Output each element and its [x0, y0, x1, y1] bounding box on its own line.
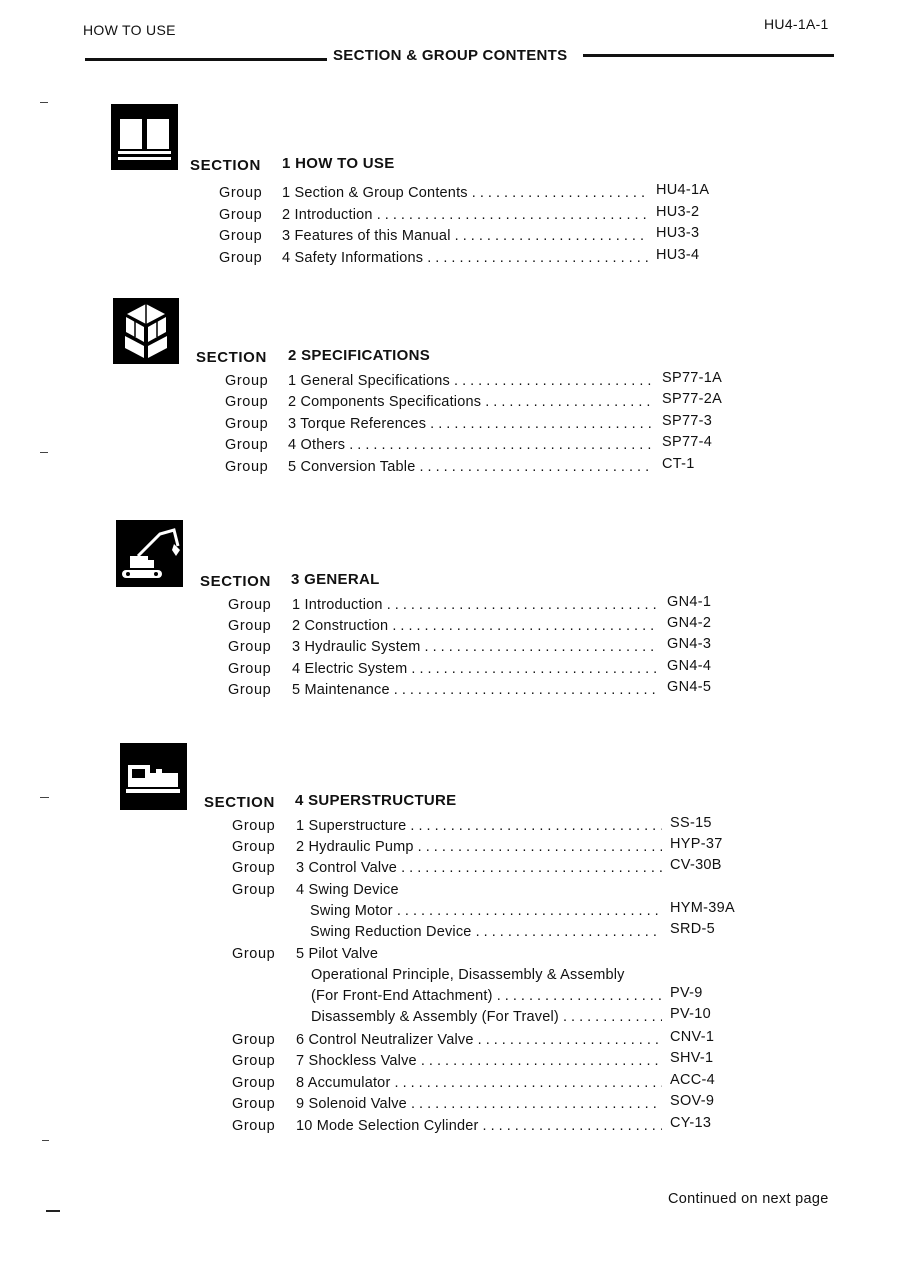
running-header-left: HOW TO USE: [83, 22, 176, 38]
excavator-icon: [116, 520, 183, 587]
contents-row: [232, 922, 760, 943]
page-reference: CY-13: [670, 1115, 712, 1131]
page-reference: ACC-4: [670, 1072, 716, 1088]
entry-title: Operational Principle, Disassembly & Assembly: [311, 967, 625, 983]
page-reference: SP77-4: [662, 434, 713, 450]
group-label: Group: [219, 185, 263, 201]
superstructure-icon: [120, 743, 187, 810]
stacked-cubes-icon: [113, 298, 179, 364]
continued-note: Continued on next page: [668, 1191, 829, 1207]
group-label: Group: [232, 1032, 276, 1048]
page-reference: GN4-1: [667, 594, 712, 610]
entry-title: Swing Reduction Device . . .: [310, 922, 662, 943]
margin-mark: [46, 1210, 60, 1212]
page-reference: CNV-1: [670, 1029, 715, 1045]
group-label: Group: [232, 946, 276, 962]
entry-title: 2 Components Specifications . . .: [288, 392, 654, 413]
entry-title: 3 Hydraulic System . . .: [292, 637, 659, 658]
page-reference: HU3-2: [656, 204, 700, 220]
entry-title: 4 Electric System . . .: [292, 659, 659, 680]
section-title: 2 SPECIFICATIONS: [288, 347, 431, 364]
group-label: Group: [225, 416, 269, 432]
entry-title: 3 Torque References . . .: [288, 414, 654, 435]
section-label: SECTION: [200, 573, 271, 590]
section-label: SECTION: [204, 794, 275, 811]
page-reference: CV-30B: [670, 857, 722, 873]
entry-title: 1 Introduction . . .: [292, 595, 659, 616]
page-reference: GN4-4: [667, 658, 712, 674]
group-label: Group: [228, 639, 272, 655]
page-reference: SP77-3: [662, 413, 713, 429]
contents-row: [225, 457, 752, 478]
page-reference: GN4-5: [667, 679, 712, 695]
page-reference: SS-15: [670, 815, 712, 831]
page-reference: SOV-9: [670, 1093, 715, 1109]
contents-row: [232, 1094, 760, 1115]
section-title: 1 HOW TO USE: [282, 155, 395, 172]
entry-title: 2 Construction . . .: [292, 616, 659, 637]
contents-row: [219, 226, 746, 247]
page-reference: PV-9: [670, 985, 703, 1001]
entry-title: (For Front-End Attachment) . . .: [311, 986, 662, 1007]
section-label: SECTION: [190, 157, 261, 174]
contents-row: [219, 183, 746, 204]
contents-row: [219, 248, 746, 269]
page-reference: SHV-1: [670, 1050, 714, 1066]
group-label: Group: [232, 839, 276, 855]
page-reference: SP77-2A: [662, 391, 723, 407]
contents-row: [228, 637, 757, 658]
contents-row: [232, 1116, 760, 1137]
contents-row: [225, 392, 752, 413]
book-icon: [111, 104, 178, 170]
entry-title: 3 Control Valve . . .: [296, 858, 662, 879]
entry-title: 5 Maintenance . . .: [292, 680, 659, 701]
margin-mark: [42, 1140, 49, 1141]
group-label: Group: [228, 682, 272, 698]
group-label: Group: [228, 597, 272, 613]
entry-title: 2 Hydraulic Pump . . .: [296, 837, 662, 858]
group-label: Group: [219, 207, 263, 223]
group-label: Group: [232, 860, 276, 876]
page-reference: HU3-3: [656, 225, 700, 241]
group-label: Group: [219, 228, 263, 244]
group-label: Group: [232, 1096, 276, 1112]
page-reference: HU4-1A: [656, 182, 710, 198]
contents-row: [228, 680, 757, 701]
entry-title: 7 Shockless Valve . . .: [296, 1051, 662, 1072]
page-reference: HYP-37: [670, 836, 723, 852]
entry-title: 6 Control Neutralizer Valve . . .: [296, 1030, 662, 1051]
entry-title: 4 Others . . .: [288, 435, 654, 456]
margin-mark: [40, 102, 48, 103]
group-label: Group: [219, 250, 263, 266]
entry-title: 10 Mode Selection Cylinder . . .: [296, 1116, 662, 1137]
page-reference: PV-10: [670, 1006, 711, 1022]
group-label: Group: [225, 459, 269, 475]
page-reference: GN4-3: [667, 636, 712, 652]
contents-row: [232, 858, 760, 879]
entry-title: 1 Superstructure . . .: [296, 816, 662, 837]
entry-title: 5 Conversion Table . . .: [288, 457, 654, 478]
page-reference: GN4-2: [667, 615, 712, 631]
entry-title: Swing Motor . . .: [310, 901, 662, 922]
page-reference: SRD-5: [670, 921, 716, 937]
entry-title: 1 Section & Group Contents . . .: [282, 183, 648, 204]
margin-mark: [40, 797, 49, 798]
group-label: Group: [232, 1118, 276, 1134]
contents-row: [232, 1007, 760, 1028]
group-label: Group: [228, 618, 272, 634]
group-label: Group: [228, 661, 272, 677]
contents-row: [225, 435, 752, 456]
entry-title: Disassembly & Assembly (For Travel) . . .: [311, 1007, 662, 1028]
group-label: Group: [232, 818, 276, 834]
entry-title: 5 Pilot Valve: [296, 946, 379, 962]
page-reference: HYM-39A: [670, 900, 735, 916]
entry-title: 8 Accumulator . . .: [296, 1073, 662, 1094]
margin-mark: [40, 452, 48, 453]
page-reference: CT-1: [662, 456, 695, 472]
group-label: Group: [232, 882, 276, 898]
entry-title: 4 Swing Device: [296, 882, 399, 898]
entry-title: 4 Safety Informations . . .: [282, 248, 648, 269]
entry-title: 2 Introduction . . .: [282, 205, 648, 226]
section-title: 3 GENERAL: [291, 571, 380, 588]
page-number: HU4-1A-1: [764, 16, 829, 32]
page-reference: SP77-1A: [662, 370, 723, 386]
group-label: Group: [232, 1053, 276, 1069]
section-label: SECTION: [196, 349, 267, 366]
page-title: SECTION & GROUP CONTENTS: [333, 47, 568, 64]
title-rule-left: [85, 58, 327, 61]
group-label: Group: [232, 1075, 276, 1091]
group-label: Group: [225, 373, 269, 389]
entry-title: 3 Features of this Manual . . .: [282, 226, 648, 247]
group-label: Group: [225, 394, 269, 410]
contents-row: [232, 944, 760, 965]
entry-title: 9 Solenoid Valve . . .: [296, 1094, 662, 1115]
page-reference: HU3-4: [656, 247, 700, 263]
group-label: Group: [225, 437, 269, 453]
section-title: 4 SUPERSTRUCTURE: [295, 792, 457, 809]
entry-title: 1 General Specifications . . .: [288, 371, 654, 392]
contents-row: [232, 1051, 760, 1072]
title-rule-right: [583, 54, 834, 57]
